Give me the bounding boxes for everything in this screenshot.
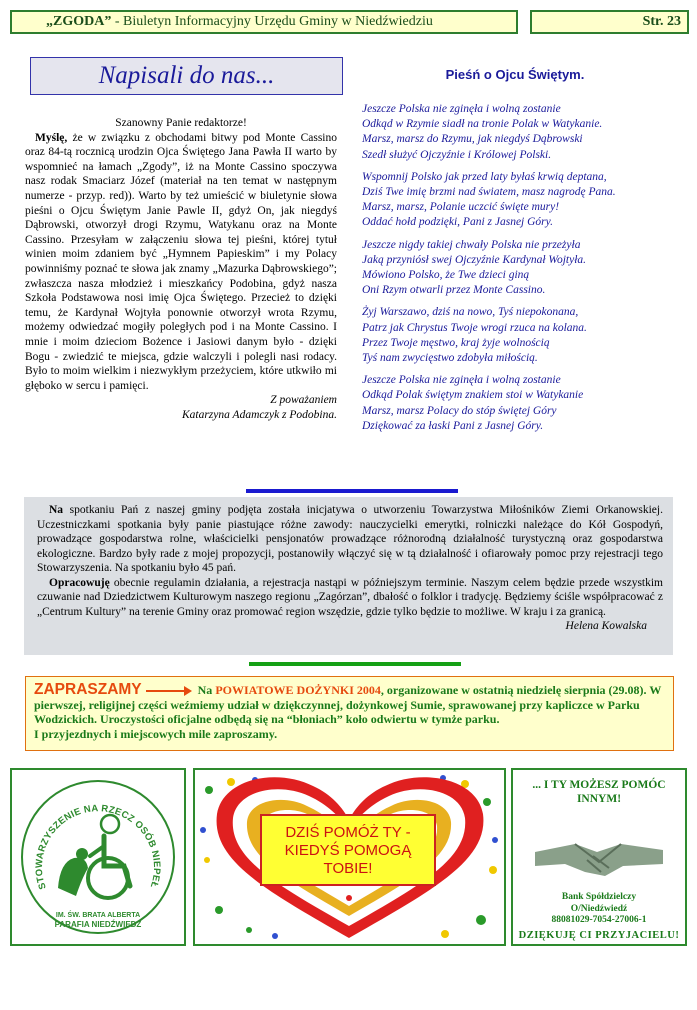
poem-line: Żyj Warszawo, dziś na nowo, Tyś niepokonana, <box>362 306 579 319</box>
poem-line: Dziękować za łaski Pani z Jasnej Góry. <box>362 419 544 432</box>
bank-account-number: 88081029-7054-27006-1 <box>551 915 647 925</box>
help-heading-line1: ... I TY MOŻESZ POMÓC <box>532 779 666 791</box>
poem-line: Tyś nam zwycięstwo zdobyła miłością. <box>362 352 538 365</box>
letter-body <box>25 131 337 394</box>
poem-stanza <box>362 102 682 163</box>
slogan-line-1: DZIŚ POMÓŻ TY - <box>285 824 411 841</box>
letter-salutation: Szanowny Panie redaktorze! <box>115 117 247 129</box>
thanks-text: DZIĘKUJĘ CI PRZYJACIELU! <box>518 930 680 941</box>
logo-bottom-line2: PARAFIA NIEDŹWIEDŹ <box>54 920 142 929</box>
poem-line: Marsz, marsz, Polanie uczcić święte mury! <box>362 201 560 214</box>
poem-line: Jeszcze Polska nie zginęła i wolną zostanie <box>362 103 561 115</box>
bulletin-name: „ZGODA” <box>46 14 112 29</box>
slogan-box <box>260 814 436 886</box>
letters-heading: Napisali do nas... <box>30 57 343 95</box>
poem-stanza <box>362 238 682 299</box>
poem-line: Mówiono Polsko, że Twe dzieci giną <box>362 269 530 282</box>
society-paragraph-2 <box>37 576 663 632</box>
bulletin-header <box>10 10 518 34</box>
poem-line: Marsz, marsz Polacy do stóp świętej Góry <box>362 404 557 417</box>
poem-line: Odkąd Polak świętym znakiem stoi w Watykanie <box>362 389 584 402</box>
letter-article <box>25 116 337 422</box>
slogan-line-3: TOBIE! <box>323 860 373 877</box>
society-p2-first-word: Opracowuję <box>49 576 110 589</box>
poem-line: Jeszcze nigdy takiej chwały Polska nie przeżyła <box>362 238 581 251</box>
poem-stanza <box>362 305 682 366</box>
poem-line: Szedł służyć Ojczyźnie i Królowej Polski. <box>362 148 552 161</box>
poem-stanza <box>362 170 682 231</box>
help-heading <box>513 778 685 806</box>
help-heading-line2: INNYM! <box>576 793 622 805</box>
bank-info <box>513 892 685 927</box>
society-p1-text: spotkaniu Pań z naszej gminy podjęta została inicjatywa o utworzeniu Towarzystwa Miłośników Ziemi Orkanowskiej. Uczestniczkami spotkania były panie piastujące różne zawody: nauczycielki emerytki, rolniczki należące do Kół Gospodyń, prowadzące gospodarstwa rolne, właścicielki pensjonatów prowadzące różnorodną działalność turystyczną oraz gospodarstwa ekologiczne. Bardzo były rade z mojej propozycji, postanowiły włączyć się w tą działalność i ofiarowały pomoc przy rejestracji tego Stowarzyszenia. Na spotkaniu było 45 pań. <box>37 504 663 574</box>
arrow-right-icon <box>146 690 190 692</box>
society-signature: Helena Kowalska <box>565 620 647 632</box>
page-number: Str. 23 <box>530 10 689 34</box>
bank-name: Bank Spółdzielczy <box>561 892 637 902</box>
poem-line: Dziś Twe imię brzmi nad światem, masz nagrodę Pana. <box>362 186 616 199</box>
letter-body-text: że w związku z obchodami bitwy pod Monte Cassino oraz 84-tą rocznicą urodzin Ojca Świętego Jana Pawła II warto by wspomnieć na łamach „Zgody”, iż na Monte Cassino spoczywa nasz rodak Smaciarz Józef (materiał na ten temat w następnym numerze - przyp. red)). Warto by też umieścić w biuletynie słowa pieśni o Ojcu Świętym Janie Pawle II, gdyż On, jak niegdyś Dąbrowski, otworzył drogi Rzymu, Watykanu oraz na Monte Cassino. Przesyłam w załączeniu słowa tej pieśni, której tytuł winien moim zdaniem być „Hymnem Papieskim” i my Polacy powinniśmy poznać te słowa jak znamy „Mazurka Dąbrowskiego”; zwłaszcza nasza młodzież i mieszkańcy Podobina, gdyż nasza Szkoła Podstawowa nosi imię Ojca Świętego. Przecież to dzięki temu, że Kardynał Wojtyła ponownie otworzył wrota Rzymu, możemy odwiedzać mogiły poległych pod i na Monte Cassino. I mnie i moim dzieciom Bożence i Jasiowi danym było - dzięki Bogu - zwiedzić te miejsca, gdzie walczyli i polegli nasi rodacy. Było to moim wielkim i niezwykłym przeżyciem, które utkwiło mi głęboko w sercu i pamięci. <box>25 131 337 392</box>
invitation-heading: ZAPRASZAMY <box>34 681 142 698</box>
society-logo-panel <box>10 768 186 946</box>
green-divider <box>249 662 461 666</box>
handshake-icon <box>535 822 663 884</box>
bulletin-subtitle: - Biuletyn Informacyjny Urzędu Gminy w Niedźwiedziu <box>111 14 433 29</box>
poem-title: Pieśń o Ojcu Świętym. <box>445 67 585 82</box>
heart-slogan-panel <box>193 768 506 946</box>
poem-line: Przez Twoje męstwo, kraj żyje wolnością <box>362 336 550 349</box>
poem-line: Oddać hołd podzięki, Pani z Jasnej Góry. <box>362 216 554 229</box>
society-article <box>24 497 673 655</box>
bank-branch: O/Niedźwiedź <box>570 903 628 914</box>
slogan-line-2: KIEDYŚ POMOGĄ <box>284 842 412 859</box>
poem-line: Odkąd w Rzymie siadł na tronie Polak w Watykanie. <box>362 118 603 131</box>
society-p2-text: obecnie regulamin działania, a rejestracja nastąpi w późniejszym terminie. Naszym celem będzie przede wszystkim czuwanie nad Dziedzictwem Kulturowym naszego regionu „Zagórzan”, dbałość o folklor i tradycję. Będziemy ściśle współpracować z „Centrum Kultury” na terenie Gminy oraz promować region wszędzie, gdzie tylko będzie to możliwe. W kraju i za granicą. <box>37 576 663 618</box>
poem-line: Marsz, marsz do Rzymu, jak niegdyś Dąbrowski <box>362 133 583 146</box>
invitation-text: , organizowane w ostatnią niedzielę sierpnia (29.08). W pierwszej, religijnej części weźmiemy udział w dziękczynnej, dożynkowej Sumie, sprawowanej przy kapliczce w Parku Wodzickich. Uroczystości oficjalne odbędą się na “błoniach” koło odwiertu w tymże parku. <box>34 683 662 727</box>
invitation-na: Na <box>197 683 216 697</box>
poem-text <box>362 102 682 441</box>
blue-divider <box>246 489 458 493</box>
poem-line: Patrz jak Chrystus Twoje wrogi rzuca na kolana. <box>362 321 587 334</box>
poem-line: Wspomnij Polsko jak przed laty byłaś krwią deptana, <box>362 170 607 183</box>
society-p1-first-word: Na <box>49 504 64 516</box>
letter-first-word: Myślę, <box>35 131 68 144</box>
invitation-event: POWIATOWE DOŻYNKI 2004 <box>215 683 381 697</box>
donation-panel <box>511 768 687 946</box>
poem-line: Oni Rzym otwarli przez Monte Cassino. <box>362 284 546 297</box>
invitation-box <box>25 676 674 751</box>
logo-ring-text: STOWARZYSZENIE NA RZECZ OSÓB NIEPEŁ <box>33 803 163 891</box>
logo-bottom-line1: IM. ŚW. BRATA ALBERTA <box>55 912 141 919</box>
poem-line: Jeszcze Polska nie zginęła i wolną zostanie <box>362 374 561 387</box>
society-logo-icon <box>12 770 184 944</box>
poem-line: Jaką przyniósł swej Ojczyźnie Kardynał Wojtyła. <box>362 253 587 266</box>
invitation-line2: I przyjezdnych i miejscowych mile zaproszamy. <box>34 726 278 741</box>
poem-stanza <box>362 373 682 434</box>
letter-signature: Katarzyna Adamczyk z Podobina. <box>181 408 337 421</box>
letter-closing: Z poważaniem <box>270 394 337 407</box>
society-paragraph-1 <box>37 503 663 576</box>
